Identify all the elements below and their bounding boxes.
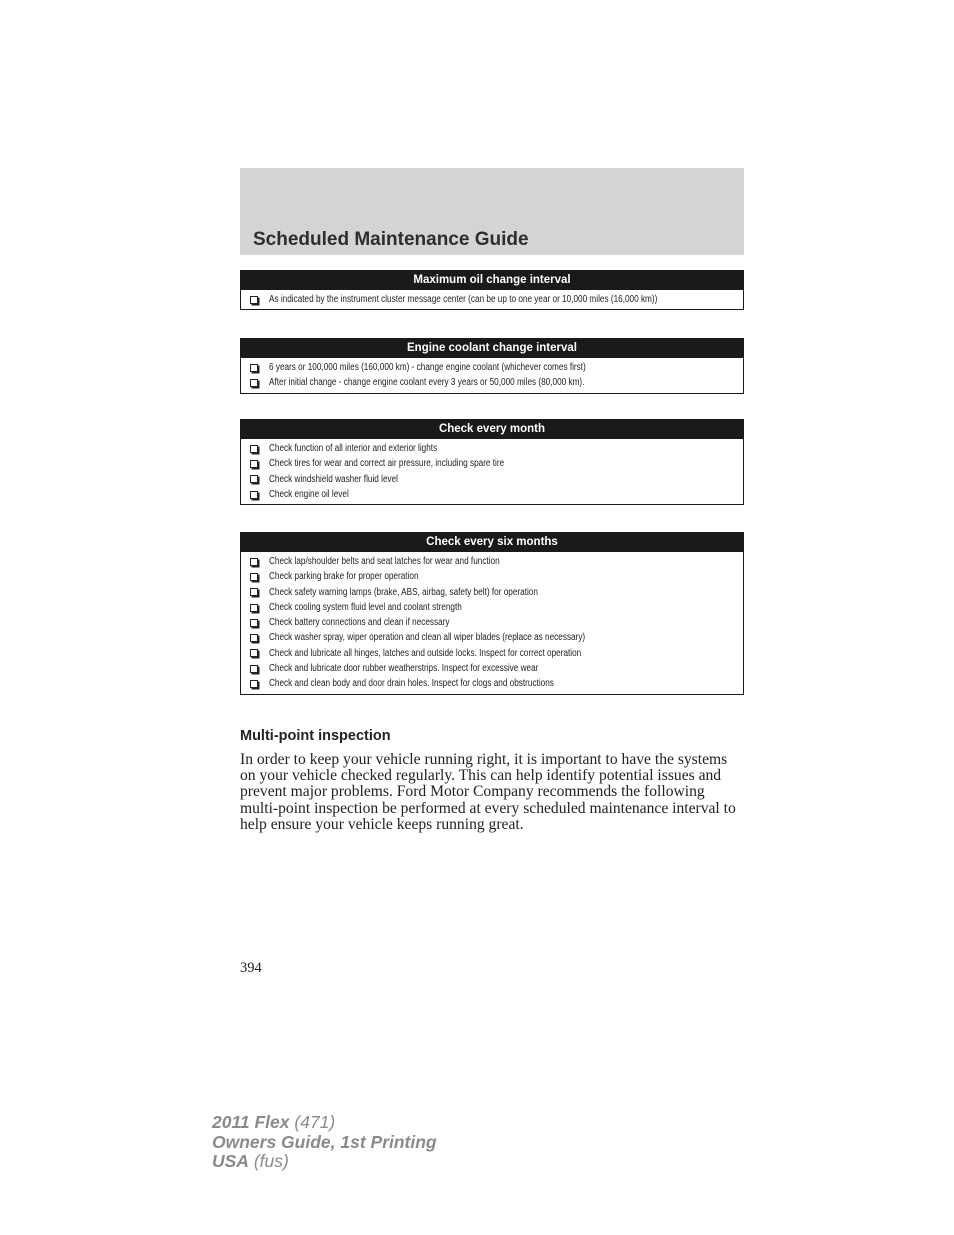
checklist-item — [250, 615, 735, 630]
checklist-item — [250, 600, 735, 615]
checklist-item-text: Check and lubricate all hinges, latches and outside locks. Inspect for correct operation — [269, 647, 582, 659]
box-title: Maximum oil change interval — [241, 271, 743, 290]
checklist-item — [250, 472, 735, 487]
footer-model-code: (471) — [294, 1112, 336, 1132]
box-items — [241, 439, 743, 504]
checkbox-icon — [250, 604, 258, 612]
footer-region-code: (fus) — [253, 1151, 289, 1171]
checkbox-icon — [250, 364, 258, 372]
checklist-item-text: Check parking brake for proper operation — [269, 571, 419, 583]
checklist-item-text: Check windshield washer fluid level — [269, 473, 398, 485]
maintenance-box-six-months — [240, 532, 744, 695]
footer-model: 2011 Flex — [212, 1112, 290, 1132]
section-paragraph: In order to keep your vehicle running right, it is important to have the systems on your vehicle checked regularly. This can help identify potential issues and prevent major problems. Ford Motor Company recommends the following multi-point inspection be performed at every scheduled maintenance interval to help ensure your vehicle keeps running great. — [240, 751, 736, 833]
box-items — [241, 290, 743, 309]
box-title: Check every six months — [241, 533, 743, 552]
footer-guide: Owners Guide, 1st Printing — [212, 1131, 437, 1152]
checklist-item — [250, 441, 735, 456]
checklist-item-text: Check engine oil level — [269, 488, 349, 500]
checklist-item-text: Check and clean body and door drain holes. Inspect for clogs and obstructions — [269, 678, 554, 690]
checklist-item — [250, 375, 735, 390]
checklist-item — [250, 292, 735, 307]
checkbox-icon — [250, 379, 258, 387]
print-footer — [212, 1113, 437, 1172]
checkbox-icon — [250, 619, 258, 627]
checklist-item-text: Check tires for wear and correct air pressure, including spare tire — [269, 458, 505, 470]
box-title: Engine coolant change interval — [241, 339, 743, 358]
checklist-item — [250, 456, 735, 471]
box-items — [241, 552, 743, 694]
checkbox-icon — [250, 680, 258, 688]
checklist-item — [250, 585, 735, 600]
section-heading: Multi-point inspection — [240, 728, 391, 744]
checkbox-icon — [250, 296, 258, 304]
checklist-item — [250, 646, 735, 661]
checklist-item-text: Check cooling system fluid level and coolant strength — [269, 601, 462, 613]
checklist-item — [250, 676, 735, 691]
footer-line-guide — [212, 1133, 437, 1153]
checklist-item — [250, 487, 735, 502]
box-items — [241, 358, 743, 393]
checkbox-icon — [250, 665, 258, 673]
checkbox-icon — [250, 649, 258, 657]
checklist-item-text: Check washer spray, wiper operation and clean all wiper blades (replace as necessary) — [269, 632, 586, 644]
maintenance-box-coolant — [240, 338, 744, 394]
checklist-item-text: Check lap/shoulder belts and seat latches for wear and function — [269, 556, 500, 567]
checklist-item — [250, 360, 735, 375]
checklist-item — [250, 661, 735, 676]
checklist-item-text: Check battery connections and clean if necessary — [269, 617, 450, 629]
page-number: 394 — [240, 960, 262, 976]
checklist-item-text: Check and lubricate door rubber weatherstrips. Inspect for excessive wear — [269, 663, 539, 675]
checkbox-icon — [250, 634, 258, 642]
box-title: Check every month — [241, 420, 743, 439]
checkbox-icon — [250, 573, 258, 581]
checklist-item-text: Check function of all interior and exterior lights — [269, 443, 438, 454]
header-band — [240, 168, 744, 255]
maintenance-box-oil-change — [240, 270, 744, 310]
maintenance-box-monthly — [240, 419, 744, 505]
checkbox-icon — [250, 445, 258, 453]
footer-line-model — [212, 1113, 437, 1133]
checkbox-icon — [250, 475, 258, 483]
checkbox-icon — [250, 558, 258, 566]
page-title: Scheduled Maintenance Guide — [253, 229, 529, 250]
checkbox-icon — [250, 460, 258, 468]
checklist-item — [250, 630, 735, 645]
footer-line-region — [212, 1152, 437, 1172]
checklist-item — [250, 569, 735, 584]
checklist-item-text: 6 years or 100,000 miles (160,000 km) - change engine coolant (whichever comes first) — [269, 362, 586, 373]
checklist-item-text: As indicated by the instrument cluster message center (can be up to one year or 10,000 miles (16,000 km)) — [269, 294, 658, 305]
checklist-item — [250, 554, 735, 569]
checkbox-icon — [250, 491, 258, 499]
footer-region: USA — [212, 1151, 249, 1171]
checklist-item-text: Check safety warning lamps (brake, ABS, airbag, safety belt) for operation — [269, 586, 538, 598]
checkbox-icon — [250, 588, 258, 596]
checklist-item-text: After initial change - change engine coolant every 3 years or 50,000 miles (80,000 km). — [269, 377, 585, 389]
